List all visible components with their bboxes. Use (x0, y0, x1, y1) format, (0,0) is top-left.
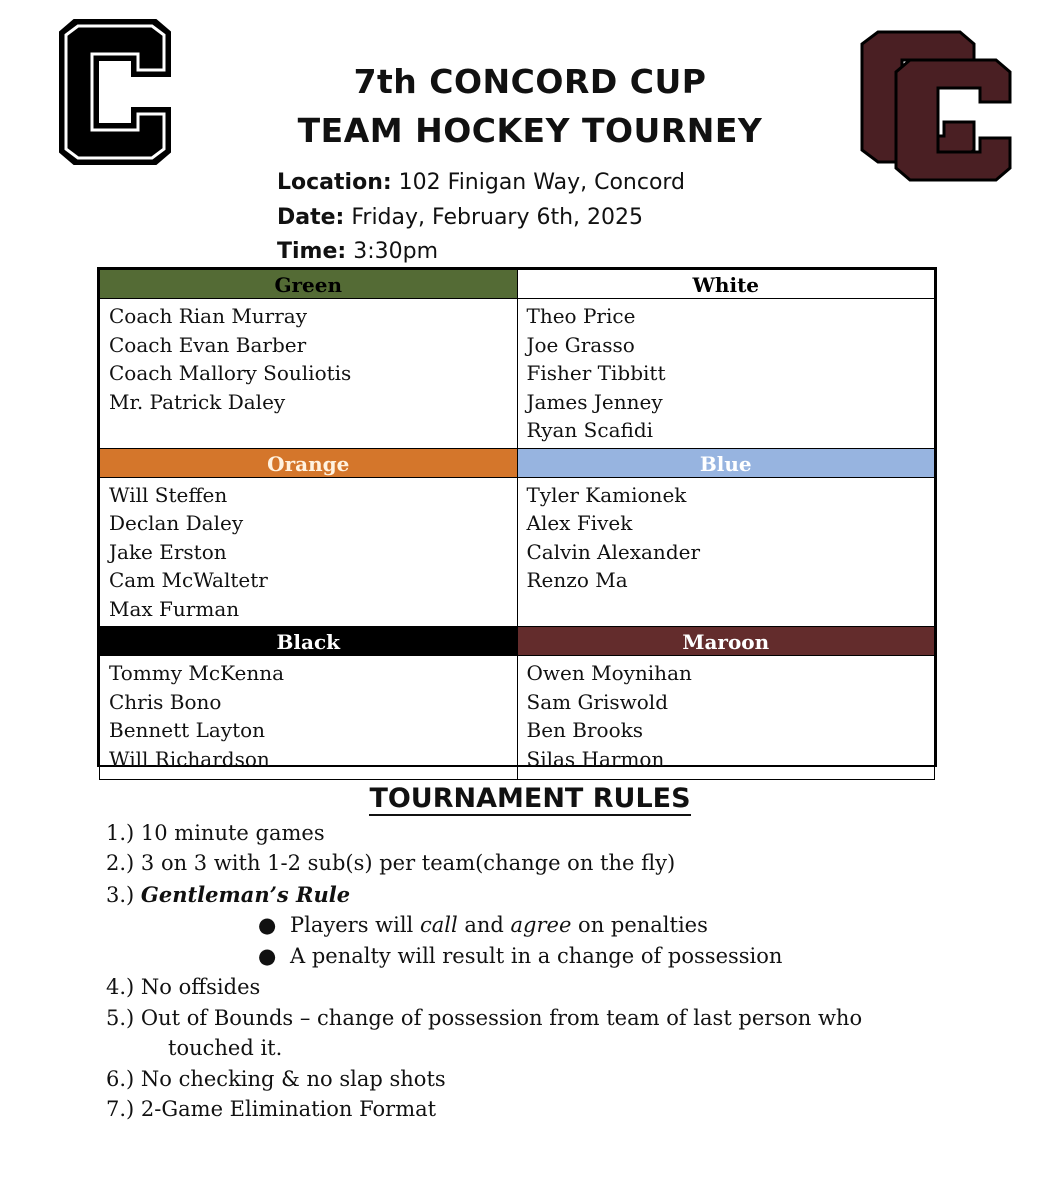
time-value: 3:30pm (353, 239, 439, 264)
player-name: Owen Moynihan (526, 661, 692, 685)
player-name: Bennett Layton (109, 718, 266, 742)
rule-3-name: Gentleman’s Rule (140, 882, 351, 907)
rules-heading-text: TOURNAMENT RULES (369, 783, 691, 814)
player-name: Will Steffen (109, 482, 228, 507)
player-name: Calvin Alexander (526, 539, 701, 564)
team-roster-orange (100, 477, 518, 627)
player-name: Silas Harmon (526, 746, 665, 771)
date-line (277, 205, 643, 230)
player-name: Max Furman (109, 596, 240, 621)
rule-6: 6.) No checking & no slap shots (106, 1067, 446, 1091)
player-name: Tyler Kamionek (526, 482, 687, 507)
time-label: Time: (277, 239, 347, 264)
team-header-white: White (517, 270, 935, 299)
player-name: Mr. Patrick Daley (109, 389, 286, 414)
player-name: Coach Rian Murray (109, 304, 308, 328)
team-header-maroon: Maroon (517, 627, 935, 656)
rule-3-bullet-2: ● A penalty will result in a change of possession (258, 944, 783, 968)
team-header-orange: Orange (100, 448, 518, 477)
rule-2: 2.) 3 on 3 with 1-2 sub(s) per team(change on the fly) (106, 851, 676, 875)
player-name: Renzo Ma (526, 568, 628, 592)
date-value: Friday, February 6th, 2025 (351, 205, 644, 230)
team-roster-blue (517, 477, 935, 627)
player-name: Coach Evan Barber (109, 332, 307, 357)
team-header-blue: Blue (517, 448, 935, 477)
player-name: Jake Erston (109, 539, 227, 564)
team-header-green: Green (100, 270, 518, 299)
rule-5: 5.) Out of Bounds – change of possession from team of last person who (106, 1006, 863, 1030)
rule-3-prefix: 3.) (106, 883, 141, 907)
player-name: Alex Fivek (526, 511, 633, 535)
team-roster-maroon (517, 656, 935, 780)
rule-5-continued: touched it. (168, 1036, 283, 1060)
concord-c-logo (52, 18, 176, 166)
rules-heading (300, 783, 760, 814)
rule-3-bullet-1: ● Players will call and agree on penalties (258, 913, 708, 937)
rule-3 (106, 882, 350, 907)
player-name: Tommy McKenna (109, 661, 285, 685)
player-name: Theo Price (526, 304, 636, 328)
team-header-black: Black (100, 627, 518, 656)
location-value: 102 Finigan Way, Concord (398, 170, 686, 195)
event-title-line2: TEAM HOCKEY TOURNEY (297, 111, 763, 150)
team-roster-black (100, 656, 518, 780)
player-name: Coach Mallory Souliotis (109, 361, 352, 385)
player-name: Declan Daley (109, 511, 244, 535)
location-line (277, 170, 685, 195)
date-label: Date: (277, 205, 345, 230)
player-name: Fisher Tibbitt (526, 361, 666, 385)
player-name: Ryan Scafidi (526, 418, 654, 442)
player-name: Sam Griswold (526, 689, 669, 714)
rule-1: 1.) 10 minute games (106, 821, 325, 845)
location-label: Location: (277, 170, 392, 195)
rule-7: 7.) 2-Game Elimination Format (106, 1097, 437, 1121)
teams-table (97, 267, 937, 771)
player-name: Chris Bono (109, 689, 222, 714)
player-name: Cam McWaltetr (109, 568, 268, 592)
rule-4: 4.) No offsides (106, 975, 261, 999)
player-name: Will Richardson (109, 746, 270, 771)
team-roster-green (100, 299, 518, 449)
player-name: James Jenney (526, 389, 663, 414)
event-title-line1: 7th CONCORD CUP (353, 62, 707, 101)
cc-monogram-logo (848, 22, 1020, 190)
time-line (277, 239, 438, 264)
player-name: Ben Brooks (526, 718, 643, 742)
player-name: Joe Grasso (526, 332, 635, 357)
bullet-icon: ● (258, 913, 277, 937)
bullet-icon: ● (258, 944, 277, 968)
team-roster-white (517, 299, 935, 449)
